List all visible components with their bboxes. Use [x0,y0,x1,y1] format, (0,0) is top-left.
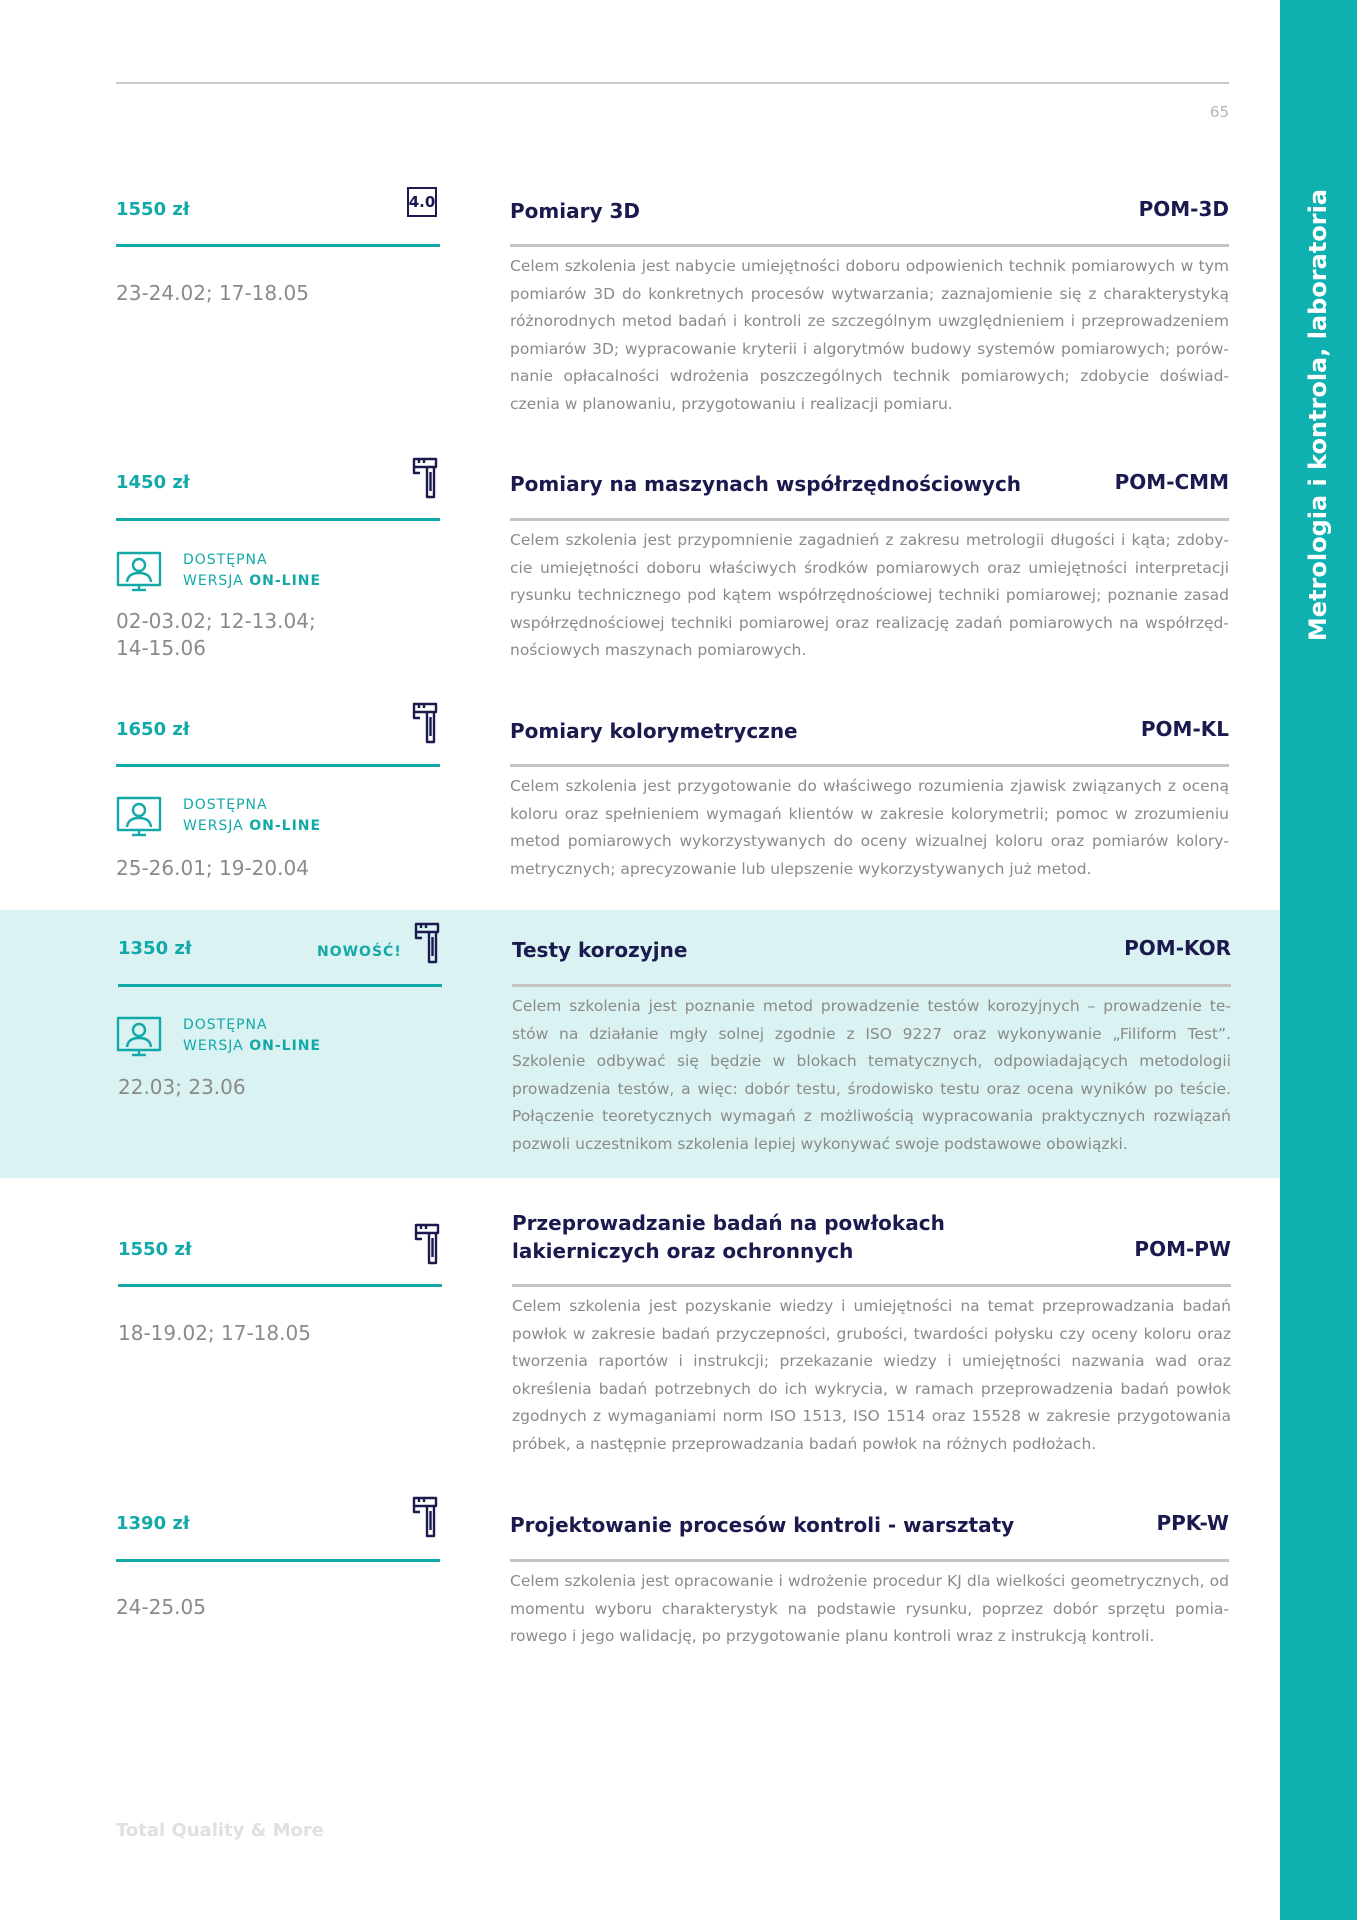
course-description: Celem szkolenia jest przypomnienie zagadnień z zakresu metrologii długości i kąta; zdobycie umiejętności doboru właściwych środków pomiarowych oraz umiejętności interpretacji rysunku technicznego pod kątem współrzędnościowej techniki pomiarowej; poznanie zasad współrzędnościowej techniki pomiarowej oraz realizację zadań pomiarowych na współrzędnościowych maszynach pomiarowych. [510,531,1229,659]
online-label-line1: DOSTĘPNA [183,552,268,568]
price-rule [116,518,440,521]
course-description: Celem szkolenia jest przygotowanie do właściwego rozumienia zjawisk związanych z oceną koloru oraz spełnieniem wymagań klientów w zakresie kolorymetrii; pomoc w zrozumieniu metod pomiarowych wykorzystywanych do oceny wizualnej koloru oraz pomiarów kolorymetrycznych; aprecyzowanie lub ulepszenie wykorzystywanych już metod. [510,777,1229,878]
top-rule [116,82,1229,84]
course-dates: 02-03.02; 12-13.04; 14-15.06 [116,609,316,660]
price-rule [118,984,442,987]
caliper-icon [410,1494,440,1538]
price-rule [116,244,440,247]
course-code: POM-3D [1138,197,1229,221]
course-title: Pomiary na maszynach współrzędnościowych [510,472,1022,496]
course-dates: 24-25.05 [116,1595,206,1619]
course-description: Celem szkolenia jest poznanie metod prowadzenie testów korozyjnych – prowadzenie testów na działanie mgły solnej zgodnie z ISO 9227 oraz wykonywanie „Filiform Test”. Szkolenie odbywać się będzie w blokach tematycznych, odpowiadających metodologii prowadzenia testów, a więc: dobór testu, środowisko testu oraz ocena wyników po teście. Połączenie teoretycznych wymagań z możliwością wypracowania praktycznych rozwiązań pozwoli uczestnikom szkolenia lepiej wykonywać swoje podstawowe obowiązki. [512,997,1231,1153]
price-rule [116,1559,440,1562]
online-label-line2: WERSJA ON-LINE [183,1038,322,1054]
caliper-icon [410,455,440,499]
online-badge [116,795,366,841]
price-rule [118,1284,442,1287]
title-rule [510,764,1229,767]
course-dates: 23-24.02; 17-18.05 [116,281,309,305]
footer-brand: Total Quality & More [116,1820,324,1841]
online-badge [116,550,366,596]
page-number: 65 [1209,103,1229,121]
online-training-icon [116,1015,162,1061]
course-price: 1550 zł [118,1239,192,1260]
course-title: Przeprowadzanie badań na powłokach lakierniczych oraz ochronnych [512,1211,945,1263]
online-badge [116,1015,366,1061]
caliper-icon [412,920,442,964]
course-code: PPK-W [1156,1511,1229,1535]
title-rule [510,1559,1229,1562]
sidebar-title: Metrologia i kontrola, laboratoria [1304,188,1332,642]
course-price: 1550 zł [116,199,190,220]
course-price: 1350 zł [118,938,192,959]
course-dates: 25-26.01; 19-20.04 [116,856,309,880]
online-label-line2: WERSJA ON-LINE [183,573,322,589]
online-training-icon [116,795,162,841]
course-dates: 18-19.02; 17-18.05 [118,1321,311,1345]
caliper-icon [410,700,440,744]
title-rule [512,984,1231,987]
course-title: Projektowanie procesów kontroli - warsztaty [510,1513,1015,1537]
course-title: Pomiary kolorymetryczne [510,719,798,743]
title-rule [510,244,1229,247]
new-badge: NOWOŚĆ! [317,944,402,960]
online-label-line2: WERSJA ON-LINE [183,818,322,834]
course-title: Testy korozyjne [512,938,688,962]
course-dates: 22.03; 23.06 [118,1075,246,1099]
course-description: Celem szkolenia jest nabycie umiejętności doboru odpowienich technik pomiarowych w tym pomiarów 3D do konkretnych procesów wytwarzania; zaznajomienie się z charakterystyką różnorodnych metod badań i kontroli ze szczególnym uwzględnieniem i przeprowadzeniem pomiarów 3D; wypracowanie kryterii i algorytmów budowy systemów pomiarowych; porównanie opłacalności wdrożenia poszczególnych technik pomiarowych; zdobycie doświadczenia w planowaniu, przygotowaniu i realizacji pomiaru. [510,257,1229,413]
course-code: POM-KL [1140,717,1229,741]
online-label-line1: DOSTĘPNA [183,797,268,813]
course-title: Pomiary 3D [510,199,640,223]
caliper-icon [412,1221,442,1265]
course-code: POM-CMM [1114,470,1229,494]
course-price: 1650 zł [116,719,190,740]
course-price: 1450 zł [116,472,190,493]
course-description: Celem szkolenia jest pozyskanie wiedzy i umiejętności na temat przeprowadzania badań powłok w zakresie badań przyczepności, grubości, twardości połysku czy oceny koloru oraz tworzenia raportów i instrukcji; przekazanie wiedzy i umiejętności nazwania wad oraz określenia badań potrzebnych do ich wykrycia, w ramach przeprowadzenia badań powłok zgodnych z wymaganiami norm ISO 1513, ISO 1514 oraz 15528 w zakresie przygotowania próbek, a następnie przeprowadzania badań powłok na różnych podłożach. [512,1297,1231,1453]
industry-4-0-icon: 4.0 [407,187,437,217]
course-description: Celem szkolenia jest opracowanie i wdrożenie procedur KJ dla wielkości geometrycznych, od momentu wyboru charakterystyk na podstawie rysunku, poprzez dobór sprzętu pomiarowego i jego walidację, po przygotowanie planu kontroli wraz z instrukcją kontroli. [510,1572,1229,1645]
online-label-line1: DOSTĘPNA [183,1017,268,1033]
course-code: POM-PW [1134,1237,1231,1261]
title-rule [510,518,1229,521]
price-rule [116,764,440,767]
online-training-icon [116,550,162,596]
course-code: POM-KOR [1124,936,1231,960]
course-price: 1390 zł [116,1513,190,1534]
title-rule [512,1284,1231,1287]
